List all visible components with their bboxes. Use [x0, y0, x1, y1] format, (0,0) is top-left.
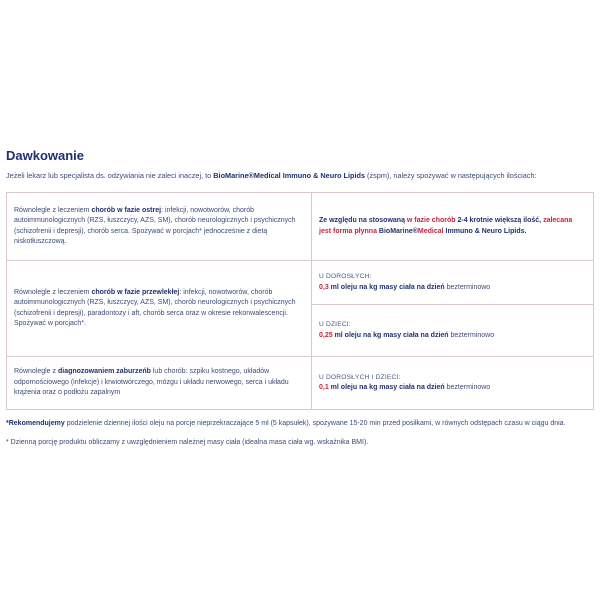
adults-amount: 0,3 — [319, 283, 329, 291]
row2-post: : infekcji, nowotworów, chorób autoimmunologicznych (RZS, łuszczycy, AZS, SM), chorób neurologicznych i psychicznych (schizofrenii i depresji), paradontozy i aft, chorób serca oraz w okresie rekonwalescencji. Spożywać w porcjach*. — [14, 288, 296, 327]
row1-r-p2: 2-4 krotnie większą ilość, — [455, 217, 544, 224]
row2-children-dosage — [312, 305, 594, 357]
footnote-2: * Dzienną porcję produktu obliczamy z uwzględnieniem należnej masy ciała (idealna masa ciała wg. wskaźnika BMI). — [6, 438, 369, 446]
table-row — [7, 193, 594, 261]
children-label: U DZIECI: — [319, 321, 351, 328]
footnote-1-text: podzielenie dziennej ilości oleju na porcje nieprzekraczające 5 ml (5 kapsułek), spożywane 15-20 min przed posiłkami, w równych odstępach czasu w ciągu dnia. — [64, 420, 566, 427]
row1-bold: chorób w fazie ostrej — [91, 206, 162, 214]
row2-adults-dosage — [312, 261, 594, 305]
row1-r-p4: Immuno & Neuro Lipids. — [443, 227, 527, 235]
children-term: bezterminowo — [448, 331, 495, 339]
row1-r-r3: Medical — [417, 227, 444, 235]
table-row — [7, 261, 594, 305]
dosage-table — [6, 192, 594, 410]
row2-condition — [7, 261, 312, 357]
row1-pre: Równolegle z leczeniem — [14, 206, 92, 214]
row3-pre: Równolegle z — [14, 368, 58, 376]
row3-condition — [7, 357, 312, 410]
both-amount: 0,1 — [319, 384, 329, 391]
intro-product: BioMarine®Medical Immuno & Neuro Lipids — [213, 171, 366, 180]
dosage-section — [6, 148, 594, 448]
intro-pre: Jeżeli lekarz lub specjalista ds. odżywiania nie zaleci inaczej, to — [6, 171, 214, 180]
intro-text — [6, 171, 594, 181]
adults-label: U DOROSŁYCH: — [319, 273, 372, 280]
both-unit: ml oleju na kg masy ciała na dzień — [328, 384, 445, 391]
row3-bold: diagnozowaniem zaburzeńb — [57, 368, 151, 376]
table-row — [7, 357, 594, 410]
row1-r-r1: w fazie chorób — [406, 217, 456, 224]
row1-r-p1: Ze względu na stosowaną — [319, 217, 407, 224]
children-amount: 0,25 — [319, 331, 333, 339]
intro-post: (żspm), należy spożywać w następujących ilościach: — [365, 171, 537, 180]
row1-condition — [7, 193, 312, 261]
section-title: Dawkowanie — [6, 148, 85, 163]
adults-term: bezterminowo — [444, 283, 491, 291]
row1-r-r2: zalecana jest forma płynna — [319, 217, 573, 235]
row2-bold: chorób w fazie przewlekłej — [91, 288, 180, 296]
adults-unit: ml oleju na kg masy ciała na dzień — [328, 283, 445, 291]
row3-dosage — [312, 357, 594, 410]
footnote-1-bold: *Rekomendujemy — [6, 420, 65, 427]
row2-pre: Równolegle z leczeniem — [14, 288, 92, 296]
children-unit: ml oleju na kg masy ciała na dzień — [332, 331, 449, 339]
row3-post: lub chorób: szpiku kostnego, układów odpornościowego (infekcje) i krwiotwórczego, mózgu i układu nerwowego, serca i układu krążenia oraz o podłożu zapalnym — [14, 368, 289, 397]
row1-r-p3: BioMarine® — [376, 227, 418, 235]
row1-post: : infekcji, nowotworów, chorób autoimmunologicznych (RZS, łuszczycy, AZS, SM), chorób neurologicznych i psychicznych (schizofrenii i depresji), chorób serca. Spożywać w porcjach* jednocześnie z dietą niskotłuszczową. — [14, 206, 296, 245]
row1-dosage — [312, 193, 594, 261]
both-term: bezterminowo — [444, 384, 491, 391]
footnote-1 — [6, 419, 594, 430]
both-label: U DOROSŁYCH I DZIECI: — [319, 373, 401, 381]
